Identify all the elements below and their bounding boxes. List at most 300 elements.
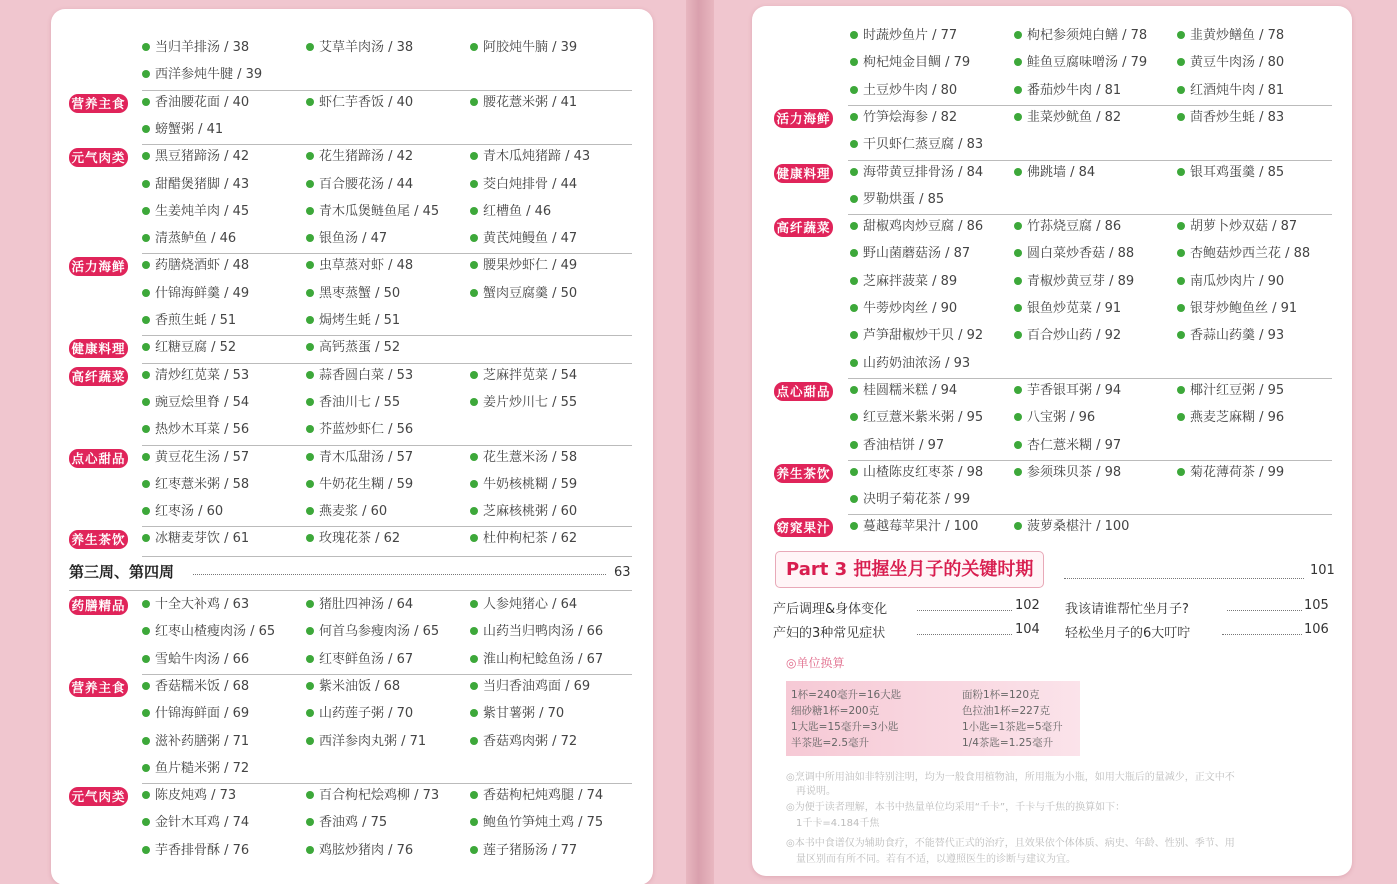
bullet-icon [1014, 277, 1022, 285]
recipe-label: 当归香油鸡面 / 69 [483, 678, 591, 694]
bullet-icon [850, 359, 858, 367]
bullet-icon [1014, 441, 1022, 449]
recipe-label: 黄豆花生汤 / 57 [155, 449, 250, 465]
toc-row [51, 144, 653, 170]
toc-leader [917, 634, 1012, 635]
category-badge: 健康料理 [69, 339, 128, 358]
bullet-icon [470, 453, 478, 461]
toc-entry[interactable]: 产妇的3种常见症状 [773, 626, 886, 641]
bullet-icon [306, 846, 314, 854]
bullet-icon [142, 480, 150, 488]
recipe-entry[interactable] [306, 286, 400, 302]
toc-row [51, 172, 653, 198]
recipe-entry[interactable] [1014, 383, 1121, 399]
recipe-entry[interactable] [306, 95, 413, 111]
recipe-label: 野山菌蘑菇汤 / 87 [863, 246, 971, 262]
recipe-entry[interactable] [306, 679, 400, 695]
recipe-entry[interactable] [850, 410, 983, 426]
bullet-icon [306, 289, 314, 297]
recipe-entry[interactable] [850, 192, 944, 208]
recipe-label: 香蒜山药羹 / 93 [1190, 328, 1285, 344]
bullet-icon [850, 58, 858, 66]
recipe-label: 清炒红苋菜 / 53 [155, 367, 250, 383]
recipe-label: 佛跳墙 / 84 [1027, 164, 1096, 180]
recipe-entry[interactable] [306, 340, 400, 356]
recipe-entry[interactable] [1177, 28, 1284, 44]
recipe-entry[interactable] [1014, 274, 1134, 290]
recipe-label: 枸杞参须炖白鳝 / 78 [1027, 28, 1148, 43]
recipe-entry[interactable] [142, 122, 223, 138]
recipe-label: 鲑鱼豆腐味噌汤 / 79 [1027, 55, 1148, 71]
conversion-line: 半茶匙=2.5毫升 [791, 737, 869, 749]
recipe-label: 人参炖猪心 / 64 [483, 597, 578, 612]
section-divider [848, 514, 1332, 515]
recipe-entry[interactable] [470, 843, 577, 859]
recipe-entry[interactable] [142, 706, 249, 722]
bullet-icon [1177, 222, 1185, 230]
recipe-entry[interactable] [470, 258, 577, 274]
recipe-label: 银芽炒鲍鱼丝 / 91 [1190, 301, 1298, 316]
toc-row [752, 487, 1352, 513]
toc-row [752, 269, 1352, 295]
recipe-entry[interactable] [306, 531, 400, 547]
recipe-entry[interactable] [1014, 110, 1121, 126]
recipe-entry[interactable] [470, 788, 603, 804]
recipe-entry[interactable] [470, 679, 590, 695]
recipe-entry[interactable] [142, 477, 249, 493]
recipe-entry[interactable] [306, 504, 387, 520]
category-badge: 高纤蔬菜 [774, 218, 833, 237]
recipe-entry[interactable] [850, 219, 983, 235]
recipe-entry[interactable] [142, 286, 249, 302]
recipe-label: 清蒸鲈鱼 / 46 [155, 231, 237, 247]
bullet-icon [142, 846, 150, 854]
recipe-label: 芝麻拌菠菜 / 89 [863, 273, 958, 289]
toc-row [51, 838, 653, 864]
recipe-entry[interactable] [142, 788, 236, 804]
recipe-entry[interactable] [850, 28, 957, 44]
section-divider [848, 378, 1332, 379]
recipe-entry[interactable] [470, 477, 577, 493]
recipe-entry[interactable] [142, 67, 262, 83]
bullet-icon [470, 43, 478, 51]
section-divider [142, 526, 632, 527]
recipe-entry[interactable] [142, 624, 275, 640]
recipe-label: 竹笋烩海参 / 82 [863, 109, 958, 125]
note-text: 1千卡=4.184千焦 [796, 818, 880, 829]
toc-entry[interactable]: 产后调理&身体变化 [773, 602, 888, 617]
recipe-entry[interactable] [850, 246, 970, 262]
recipe-entry[interactable] [1014, 219, 1121, 235]
book-gutter [686, 0, 714, 884]
recipe-entry[interactable] [850, 519, 978, 535]
recipe-entry[interactable] [1014, 83, 1121, 99]
recipe-entry[interactable] [306, 734, 426, 750]
bullet-icon [850, 386, 858, 394]
bullet-icon [850, 31, 858, 39]
recipe-entry[interactable] [470, 624, 603, 640]
recipe-entry[interactable] [1177, 301, 1297, 317]
recipe-entry[interactable] [306, 788, 439, 804]
bullet-icon [306, 480, 314, 488]
conversion-line: 1/4茶匙=1.25毫升 [962, 737, 1054, 749]
recipe-entry[interactable] [142, 40, 249, 56]
bullet-icon [142, 70, 150, 78]
recipe-label: 西洋参炖牛腱 / 39 [155, 67, 263, 83]
recipe-entry[interactable] [850, 301, 957, 317]
recipe-entry[interactable] [470, 149, 590, 165]
recipe-entry[interactable] [1014, 55, 1147, 71]
recipe-label: 黄豆牛肉汤 / 80 [1190, 55, 1285, 71]
recipe-label: 花生猪蹄汤 / 42 [319, 149, 414, 165]
recipe-entry[interactable] [142, 652, 249, 668]
recipe-entry[interactable] [470, 815, 603, 831]
recipe-entry[interactable] [306, 652, 413, 668]
toc-row [51, 226, 653, 252]
toc-row [752, 160, 1352, 186]
recipe-label: 韭菜炒鱿鱼 / 82 [1027, 109, 1122, 125]
recipe-entry[interactable] [1177, 83, 1284, 99]
note-text: ◎烹调中所用油如非特别注明，均为一般食用植物油，所用瓶为小瓶，如用大瓶后的量减少，正文中不 [786, 772, 1235, 783]
recipe-label: 姜片炒川七 / 55 [483, 394, 578, 410]
recipe-entry[interactable] [142, 313, 236, 329]
bullet-icon [306, 43, 314, 51]
recipe-entry[interactable] [1177, 110, 1284, 126]
recipe-label: 八宝粥 / 96 [1027, 410, 1096, 426]
recipe-label: 鲍鱼竹笋炖土鸡 / 75 [483, 815, 604, 831]
conversion-line: 1小匙=1茶匙=5毫升 [962, 721, 1063, 733]
bullet-icon [142, 453, 150, 461]
recipe-entry[interactable] [306, 815, 387, 831]
recipe-label: 雪蛤牛肉汤 / 66 [155, 651, 250, 667]
toc-row [51, 390, 653, 416]
section-divider [142, 335, 632, 336]
bullet-icon [306, 655, 314, 663]
section-divider [142, 363, 632, 364]
section-divider [69, 590, 632, 591]
recipe-entry[interactable] [850, 55, 970, 71]
bullet-icon [1177, 468, 1185, 476]
bullet-icon [142, 152, 150, 160]
section-divider [848, 105, 1332, 106]
recipe-entry[interactable] [1177, 219, 1297, 235]
recipe-entry[interactable] [850, 383, 957, 399]
recipe-entry[interactable] [850, 465, 983, 481]
recipe-entry[interactable] [306, 597, 413, 613]
recipe-label: 红枣鲜鱼汤 / 67 [319, 651, 414, 667]
bullet-icon [850, 277, 858, 285]
recipe-entry[interactable] [142, 395, 249, 411]
toc-page: 106 [1304, 622, 1329, 637]
recipe-entry[interactable] [1014, 28, 1147, 44]
recipe-entry[interactable] [142, 679, 249, 695]
recipe-entry[interactable] [142, 761, 249, 777]
recipe-label: 金针木耳鸡 / 74 [155, 815, 250, 831]
bullet-icon [470, 261, 478, 269]
bullet-icon [470, 791, 478, 799]
bullet-icon [306, 709, 314, 717]
toc-row [51, 335, 653, 361]
recipe-entry[interactable] [142, 422, 249, 438]
recipe-entry[interactable] [470, 504, 577, 520]
recipe-entry[interactable] [142, 368, 249, 384]
recipe-label: 紫甘薯粥 / 70 [483, 706, 565, 722]
recipe-label: 西洋参肉丸粥 / 71 [319, 733, 427, 749]
recipe-entry[interactable] [470, 531, 577, 547]
toc-leader [917, 610, 1012, 611]
recipe-entry[interactable] [470, 368, 577, 384]
recipe-entry[interactable] [850, 110, 957, 126]
recipe-entry[interactable] [1014, 519, 1129, 535]
recipe-entry[interactable] [850, 356, 970, 372]
category-badge: 药膳精品 [69, 596, 128, 615]
bullet-icon [1177, 386, 1185, 394]
recipe-entry[interactable] [306, 149, 413, 165]
section-leader [193, 574, 606, 575]
category-badge: 活力海鲜 [69, 257, 128, 276]
toc-row [51, 701, 653, 727]
recipe-entry[interactable] [142, 258, 249, 274]
bullet-icon [470, 534, 478, 542]
recipe-entry[interactable] [1014, 165, 1095, 181]
bullet-icon [142, 818, 150, 826]
recipe-label: 山楂陈皮红枣茶 / 98 [863, 464, 984, 480]
recipe-entry[interactable] [850, 274, 957, 290]
toc-row [51, 363, 653, 389]
bullet-icon [1014, 304, 1022, 312]
recipe-label: 海带黄豆排骨汤 / 84 [863, 164, 984, 180]
toc-row [51, 499, 653, 525]
recipe-label: 香油鸡 / 75 [319, 815, 388, 831]
bullet-icon [142, 737, 150, 745]
section-divider [848, 214, 1332, 215]
recipe-entry[interactable] [1177, 246, 1310, 262]
bullet-icon [1177, 168, 1185, 176]
recipe-entry[interactable] [470, 231, 577, 247]
bullet-icon [1014, 31, 1022, 39]
bullet-icon [142, 655, 150, 663]
recipe-entry[interactable] [470, 204, 551, 220]
recipe-entry[interactable] [1177, 165, 1284, 181]
category-badge: 营养主食 [69, 94, 128, 113]
bullet-icon [306, 234, 314, 242]
recipe-entry[interactable] [850, 137, 983, 153]
bullet-icon [1014, 522, 1022, 530]
recipe-entry[interactable] [1177, 465, 1284, 481]
recipe-entry[interactable] [306, 422, 413, 438]
recipe-entry[interactable] [142, 815, 249, 831]
bullet-icon [306, 152, 314, 160]
recipe-entry[interactable] [142, 204, 249, 220]
recipe-entry[interactable] [306, 313, 400, 329]
bullet-icon [306, 534, 314, 542]
toc-row [51, 199, 653, 225]
recipe-label: 百合炒山药 / 92 [1027, 328, 1122, 344]
category-badge: 养生茶饮 [69, 530, 128, 549]
recipe-entry[interactable] [1014, 465, 1121, 481]
recipe-label: 螃蟹粥 / 41 [155, 121, 224, 137]
toc-row [51, 647, 653, 673]
recipe-label: 当归羊排汤 / 38 [155, 40, 250, 55]
recipe-entry[interactable] [850, 438, 944, 454]
recipe-label: 红枣山楂瘦肉汤 / 65 [155, 624, 276, 640]
recipe-label: 百合枸杞烩鸡柳 / 73 [319, 788, 440, 804]
bullet-icon [850, 495, 858, 503]
toc-entry[interactable]: 轻松坐月子的6大叮咛 [1065, 626, 1191, 641]
recipe-entry[interactable] [142, 231, 236, 247]
bullet-icon [306, 98, 314, 106]
recipe-entry[interactable] [142, 340, 236, 356]
recipe-label: 热炒木耳菜 / 56 [155, 422, 250, 438]
recipe-entry[interactable] [142, 504, 223, 520]
bullet-icon [470, 627, 478, 635]
bullet-icon [142, 261, 150, 269]
recipe-entry[interactable] [306, 40, 413, 56]
toc-page: 102 [1015, 598, 1040, 613]
recipe-label: 紫米油饭 / 68 [319, 678, 401, 694]
recipe-entry[interactable] [306, 204, 439, 220]
recipe-entry[interactable] [142, 531, 249, 547]
toc-row [51, 445, 653, 471]
recipe-entry[interactable] [470, 652, 603, 668]
section-divider [142, 253, 632, 254]
recipe-entry[interactable] [306, 368, 413, 384]
recipe-label: 高钙蒸蛋 / 52 [319, 340, 401, 356]
recipe-entry[interactable] [850, 83, 957, 99]
bullet-icon [142, 764, 150, 772]
recipe-label: 香菇鸡肉粥 / 72 [483, 733, 578, 749]
recipe-label: 韭黄炒鳝鱼 / 78 [1190, 28, 1285, 43]
toc-entry[interactable]: 我该请谁帮忙坐月子? [1065, 602, 1189, 617]
recipe-label: 红枣薏米粥 / 58 [155, 476, 250, 492]
recipe-entry[interactable] [306, 843, 413, 859]
recipe-entry[interactable] [470, 395, 577, 411]
bullet-icon [306, 682, 314, 690]
recipe-entry[interactable] [306, 177, 413, 193]
recipe-entry[interactable] [470, 597, 577, 613]
recipe-entry[interactable] [470, 95, 577, 111]
toc-row [752, 132, 1352, 158]
recipe-entry[interactable] [142, 450, 249, 466]
bullet-icon [1014, 331, 1022, 339]
recipe-label: 红酒炖牛肉 / 81 [1190, 82, 1285, 98]
recipe-label: 香菇糯米饭 / 68 [155, 678, 250, 694]
recipe-label: 山药莲子粥 / 70 [319, 706, 414, 722]
recipe-entry[interactable] [1177, 383, 1284, 399]
toc-row [51, 253, 653, 279]
recipe-label: 焗烤生蚝 / 51 [319, 313, 401, 328]
recipe-entry[interactable] [1014, 301, 1121, 317]
bullet-icon [470, 180, 478, 188]
recipe-entry[interactable] [142, 734, 249, 750]
note-text: ◎为便于读者理解，本书中热量单位均采用“千卡”，千卡与千焦的换算如下： [786, 802, 1126, 813]
recipe-entry[interactable] [1014, 246, 1134, 262]
recipe-entry[interactable] [142, 843, 249, 859]
recipe-entry[interactable] [142, 149, 249, 165]
bullet-icon [1177, 331, 1185, 339]
recipe-label: 燕麦浆 / 60 [319, 504, 388, 520]
recipe-entry[interactable] [470, 177, 577, 193]
toc-row [51, 674, 653, 700]
recipe-entry[interactable] [1177, 274, 1284, 290]
recipe-entry[interactable] [1014, 438, 1121, 454]
recipe-label: 牛奶花生糊 / 59 [319, 476, 414, 492]
recipe-entry[interactable] [142, 597, 249, 613]
recipe-entry[interactable] [470, 450, 577, 466]
recipe-entry[interactable] [470, 40, 577, 56]
category-badge: 点心甜品 [69, 449, 128, 468]
bullet-icon [1014, 413, 1022, 421]
bullet-icon [142, 343, 150, 351]
recipe-label: 什锦海鲜面 / 69 [155, 706, 250, 722]
recipe-label: 虾仁芋香饭 / 40 [319, 94, 414, 110]
recipe-entry[interactable] [306, 258, 413, 274]
recipe-label: 竹荪烧豆腐 / 86 [1027, 219, 1122, 235]
category-badge: 窈窕果汁 [774, 518, 833, 537]
bullet-icon [142, 180, 150, 188]
bullet-icon [306, 425, 314, 433]
recipe-entry[interactable] [306, 231, 387, 247]
bullet-icon [850, 249, 858, 257]
recipe-label: 牛奶核桃糊 / 59 [483, 476, 578, 492]
recipe-entry[interactable] [1177, 410, 1284, 426]
toc-row [752, 50, 1352, 76]
recipe-label: 椰汁红豆粥 / 95 [1190, 382, 1285, 398]
recipe-entry[interactable] [306, 477, 413, 493]
bullet-icon [1177, 31, 1185, 39]
recipe-label: 冰糖麦芽饮 / 61 [155, 531, 250, 547]
recipe-entry[interactable] [306, 450, 413, 466]
toc-row [51, 592, 653, 618]
bullet-icon [1014, 168, 1022, 176]
recipe-entry[interactable] [470, 734, 577, 750]
recipe-label: 芋香银耳粥 / 94 [1027, 382, 1122, 398]
note-text: 再说明。 [796, 786, 836, 797]
bullet-icon [850, 168, 858, 176]
recipe-label: 虫草蒸对虾 / 48 [319, 258, 414, 274]
bullet-icon [1177, 249, 1185, 257]
recipe-label: 红豆薏米紫米粥 / 95 [863, 410, 984, 426]
recipe-label: 芋香排骨酥 / 76 [155, 842, 250, 858]
recipe-entry[interactable] [1177, 55, 1284, 71]
recipe-entry[interactable] [142, 177, 249, 193]
recipe-label: 淮山枸杞鲶鱼汤 / 67 [483, 651, 604, 667]
recipe-entry[interactable] [850, 492, 970, 508]
category-badge: 元气肉类 [69, 787, 128, 806]
conversion-line: 面粉1杯=120克 [962, 689, 1040, 701]
recipe-label: 燕麦芝麻糊 / 96 [1190, 410, 1285, 426]
toc-row [51, 810, 653, 836]
recipe-entry[interactable] [306, 395, 400, 411]
recipe-entry[interactable] [470, 706, 564, 722]
recipe-label: 番茄炒牛肉 / 81 [1027, 82, 1122, 98]
recipe-label: 香煎生蚝 / 51 [155, 313, 237, 328]
recipe-entry[interactable] [1014, 328, 1121, 344]
recipe-entry[interactable] [1177, 328, 1284, 344]
recipe-entry[interactable] [850, 165, 983, 181]
recipe-entry[interactable] [1014, 410, 1095, 426]
bullet-icon [470, 655, 478, 663]
recipe-entry[interactable] [850, 328, 983, 344]
recipe-label: 芝麻拌苋菜 / 54 [483, 367, 578, 383]
recipe-entry[interactable] [470, 286, 577, 302]
recipe-entry[interactable] [142, 95, 249, 111]
section-title[interactable]: 第三周、第四周 [69, 563, 175, 581]
recipe-entry[interactable] [306, 706, 413, 722]
recipe-entry[interactable] [306, 624, 439, 640]
bullet-icon [470, 507, 478, 515]
category-badge: 高纤蔬菜 [69, 367, 128, 386]
